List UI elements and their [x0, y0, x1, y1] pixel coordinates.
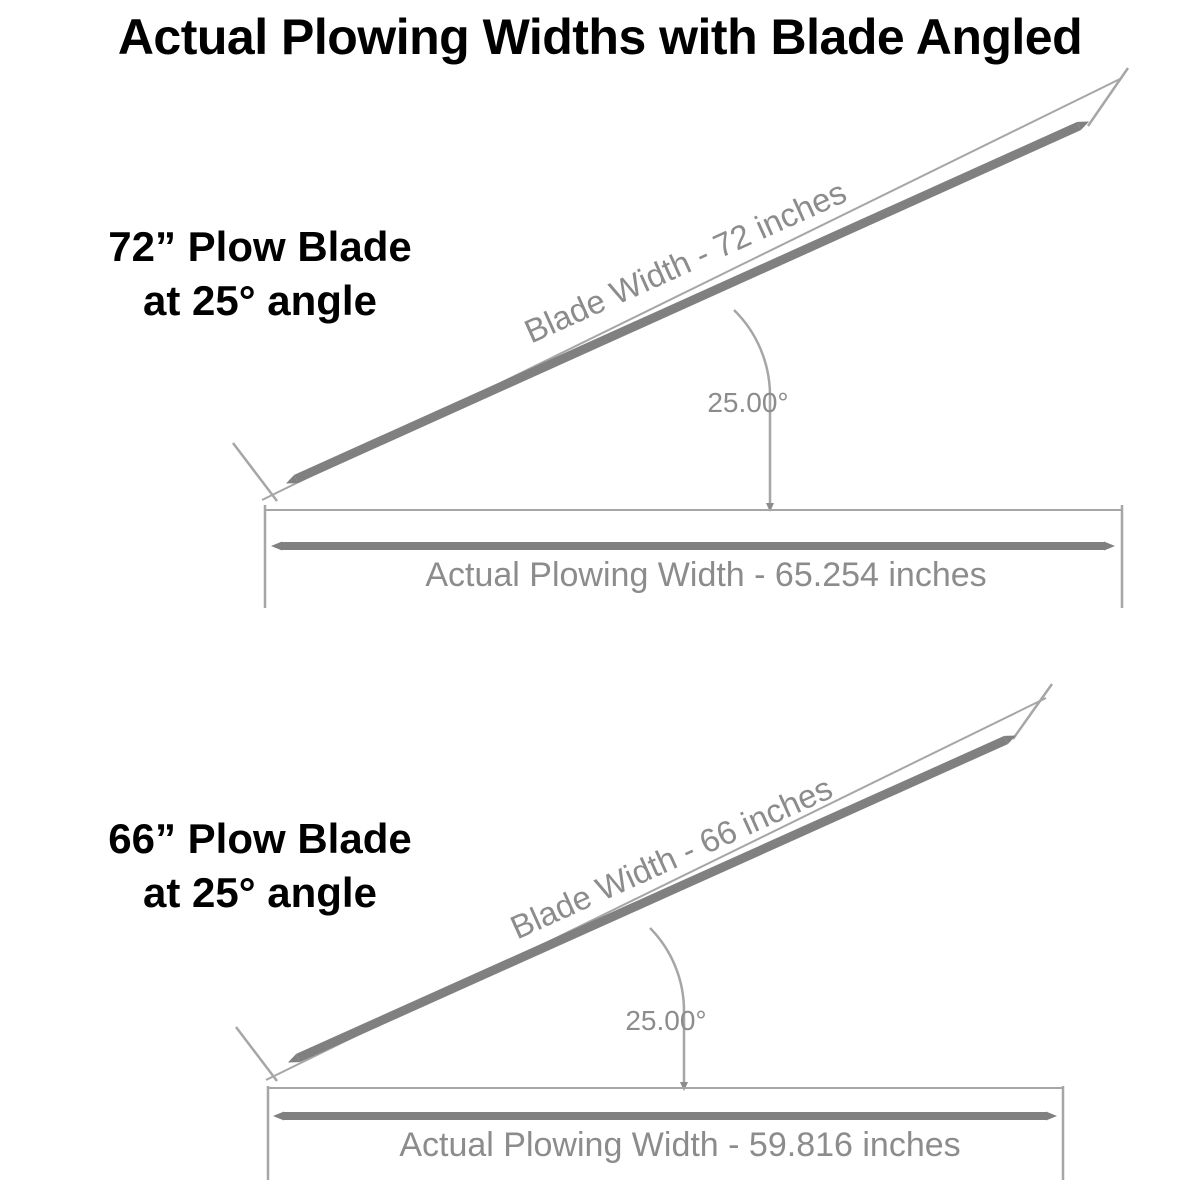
angle-arc-66	[650, 928, 684, 1012]
blade-label-66-line2: at 25° angle	[143, 868, 377, 916]
blade-width-label-72: Blade Width - 72 inches	[518, 172, 852, 351]
blade-label-66-line1: 66” Plow Blade	[108, 815, 412, 862]
diagram-blade-66	[236, 684, 1063, 1180]
extension-line-left-72	[233, 443, 277, 501]
diagram-blade-72	[233, 68, 1128, 608]
extension-line-right-72	[1088, 68, 1128, 126]
angle-label-66: 25.00°	[625, 1005, 707, 1036]
page-title: Actual Plowing Widths with Blade Angled	[117, 9, 1083, 65]
extension-line-left-66	[236, 1027, 277, 1081]
plowing-width-label-72: Actual Plowing Width - 65.254 inches	[425, 556, 987, 594]
blade-width-label-66: Blade Width - 66 inches	[504, 768, 838, 947]
blade-label-72-line2: at 25° angle	[143, 276, 377, 324]
plowing-width-label-66: Actual Plowing Width - 59.816 inches	[399, 1126, 961, 1164]
angle-label-72: 25.00°	[707, 387, 789, 418]
angle-arc-72	[734, 310, 770, 396]
blade-label-72-line1: 72” Plow Blade	[108, 223, 412, 270]
blade-width-arrow-72	[296, 126, 1079, 479]
